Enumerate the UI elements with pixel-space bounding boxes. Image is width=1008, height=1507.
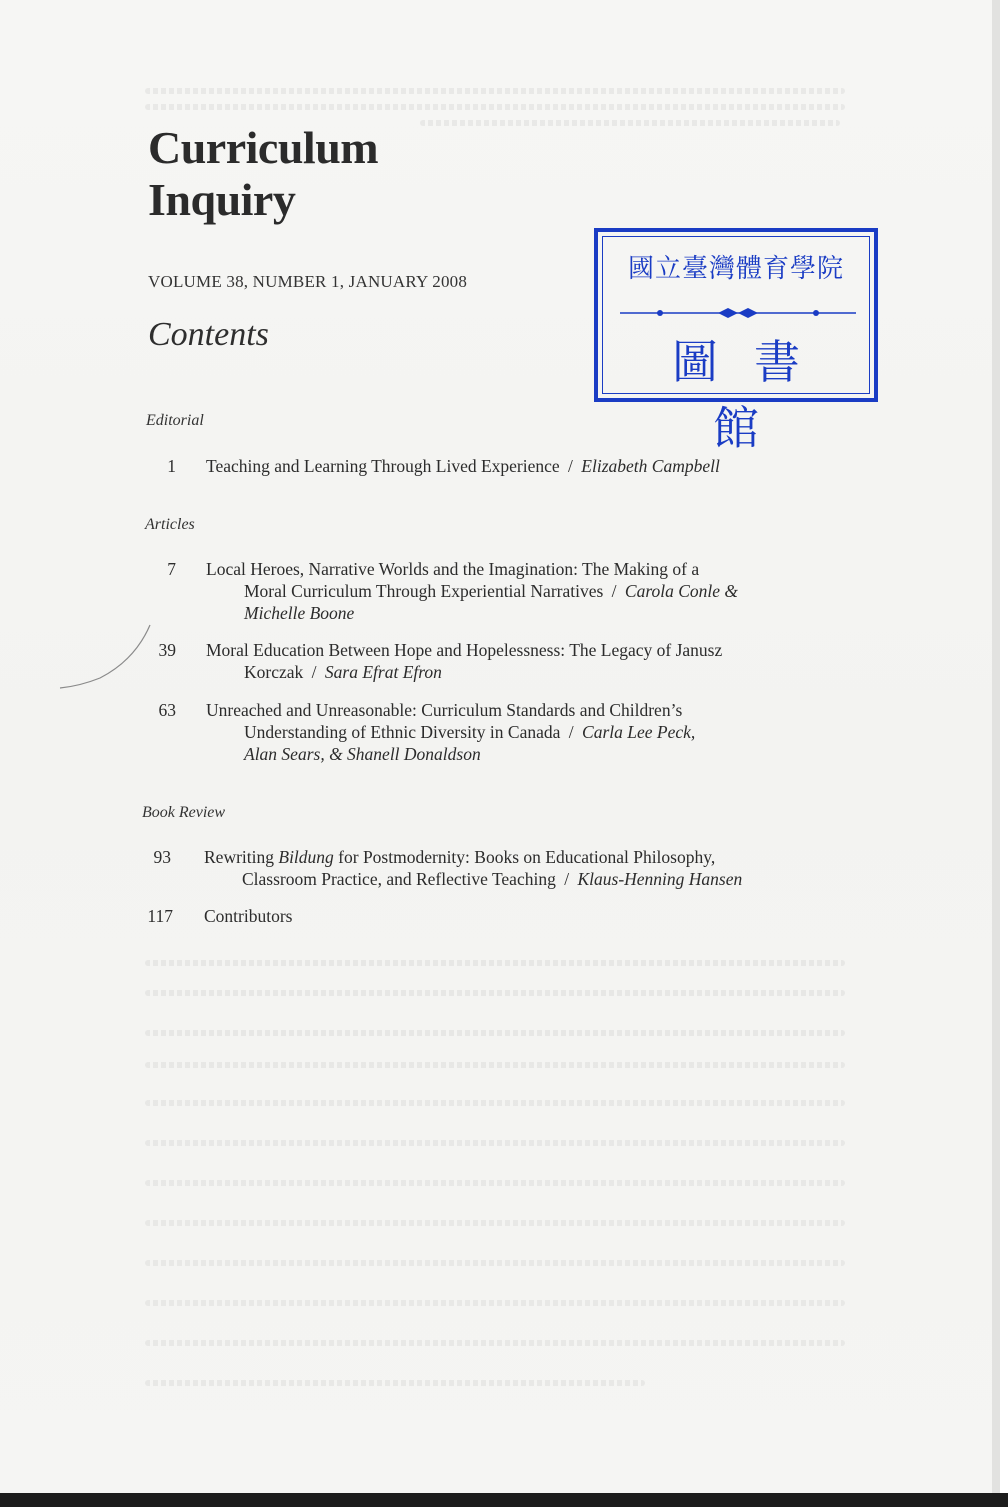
entry-separator: / [311, 662, 317, 682]
entry-separator: / [568, 722, 574, 742]
entry-line [244, 580, 848, 602]
contributors-label: Contributors [204, 906, 293, 926]
section-label-articles: Articles [145, 516, 195, 533]
entry-title-line: Moral Curriculum Through Experiential Narratives [244, 581, 604, 601]
entry-author: Elizabeth Campbell [581, 456, 720, 476]
entry-author: Klaus-Henning Hansen [577, 869, 743, 889]
toc-entry [148, 699, 848, 765]
toc-entry [143, 846, 853, 890]
stamp-bottom-text: 圖書館 [672, 335, 836, 455]
entry-author: Michelle Boone [244, 603, 355, 623]
entry-title-line: Korczak [244, 662, 304, 682]
stamp-ornament-divider [620, 305, 856, 321]
entry-separator: / [568, 456, 573, 476]
entry-title: Teaching and Learning Through Lived Experience [206, 456, 560, 476]
toc-entry [148, 558, 848, 624]
journal-title [148, 122, 378, 226]
entry-title-line: Unreached and Unreasonable: Curriculum Standards and Children’s [206, 700, 683, 720]
entry-title-prefix: Rewriting [204, 847, 279, 867]
entry-separator: / [611, 581, 617, 601]
scan-bottom-edge [0, 1493, 1008, 1507]
entry-author: Carla Lee Peck, [582, 722, 696, 742]
entry-author: Alan Sears, & Shanell Donaldson [244, 744, 481, 764]
contents-heading: Contents [148, 316, 269, 353]
entry-title-line: Moral Education Between Hope and Hopelessness: The Legacy of Janusz [206, 640, 723, 660]
entry-title-italic: Bildung [278, 847, 334, 867]
entry-line [244, 721, 848, 743]
page-edge [992, 0, 1000, 1507]
entry-line [244, 661, 848, 683]
toc-entry [148, 455, 848, 477]
entry-title-line: Local Heroes, Narrative Worlds and the Imagination: The Making of a [206, 559, 700, 579]
journal-title-line2: Inquiry [148, 174, 296, 225]
entry-title-rest: for Postmodernity: Books on Educational Philosophy, [333, 847, 716, 867]
volume-line: VOLUME 38, NUMBER 1, JANUARY 2008 [148, 272, 468, 291]
entry-separator: / [564, 869, 570, 889]
entry-title-line [204, 846, 853, 868]
journal-title-line1: Curriculum [148, 122, 379, 173]
page-number: 117 [147, 906, 173, 926]
toc-entry-contributors [141, 905, 641, 927]
entry-line [242, 868, 853, 890]
pencil-mark [55, 620, 165, 695]
page-number: 1 [167, 456, 176, 476]
entry-author: Sara Efrat Efron [324, 662, 442, 682]
page-number: 7 [167, 559, 176, 579]
toc-entry [148, 639, 848, 683]
section-label-book-review: Book Review [142, 804, 226, 821]
entry-author: Carola Conle & [624, 581, 739, 601]
entry-line [206, 455, 848, 477]
entry-title-line: Understanding of Ethnic Diversity in Canada [244, 722, 561, 742]
page-number: 39 [158, 640, 176, 660]
page-number: 63 [158, 700, 176, 720]
page-number: 93 [153, 847, 171, 867]
library-stamp [594, 228, 878, 455]
section-label-editorial: Editorial [146, 412, 204, 429]
entry-title-line: Classroom Practice, and Reflective Teaching [242, 869, 556, 889]
stamp-top-text: 國立臺灣體育學院 [627, 254, 844, 284]
